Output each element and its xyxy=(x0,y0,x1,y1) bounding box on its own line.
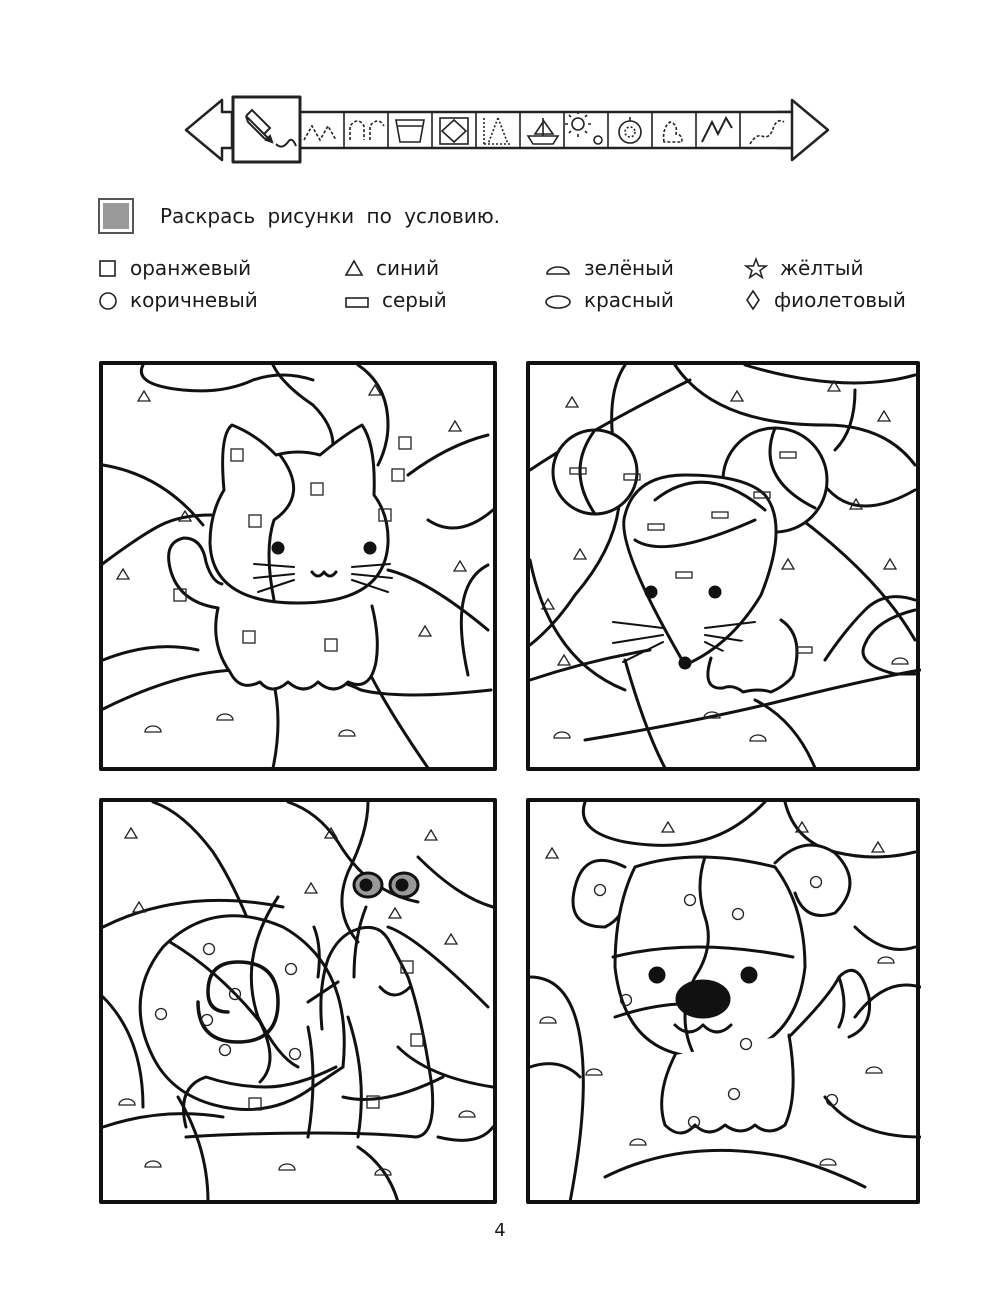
legend-label: красный xyxy=(584,288,674,312)
star-icon xyxy=(744,257,768,279)
activity-nav-bar xyxy=(0,0,1000,180)
legend-label: зелёный xyxy=(584,256,674,280)
legend-item-diamond xyxy=(744,288,906,312)
nav-left-arrow-icon[interactable] xyxy=(186,100,236,160)
picture-mouse[interactable] xyxy=(525,360,921,772)
square-icon xyxy=(98,258,118,278)
legend-label: жёлтый xyxy=(780,256,864,280)
legend-label: серый xyxy=(382,288,447,312)
legend-item-half-oval xyxy=(544,256,674,280)
task-header xyxy=(98,198,500,234)
oval-icon xyxy=(544,290,572,310)
circle-icon xyxy=(98,290,118,310)
color-legend xyxy=(98,256,938,320)
triangle-icon xyxy=(344,258,364,278)
legend-item-rectangle xyxy=(344,288,447,312)
legend-item-triangle xyxy=(344,256,439,280)
legend-item-oval xyxy=(544,288,674,312)
picture-snail[interactable] xyxy=(98,797,498,1205)
legend-label: оранжевый xyxy=(130,256,252,280)
legend-label: фиолетовый xyxy=(774,288,906,312)
rectangle-icon xyxy=(344,290,370,310)
diamond-icon xyxy=(744,289,762,311)
picture-cat[interactable] xyxy=(98,360,498,772)
pencil-icon[interactable] xyxy=(233,97,300,162)
task-instruction: Раскрась рисунки по условию. xyxy=(160,204,501,228)
page-number: 4 xyxy=(494,1220,506,1241)
legend-item-circle xyxy=(98,288,258,312)
legend-label: коричневый xyxy=(130,288,258,312)
legend-item-star xyxy=(744,256,864,280)
square-icon xyxy=(98,198,134,234)
half-oval-icon xyxy=(544,258,572,278)
legend-item-square xyxy=(98,256,251,280)
picture-dog[interactable] xyxy=(525,797,921,1205)
legend-label: синий xyxy=(376,256,440,280)
